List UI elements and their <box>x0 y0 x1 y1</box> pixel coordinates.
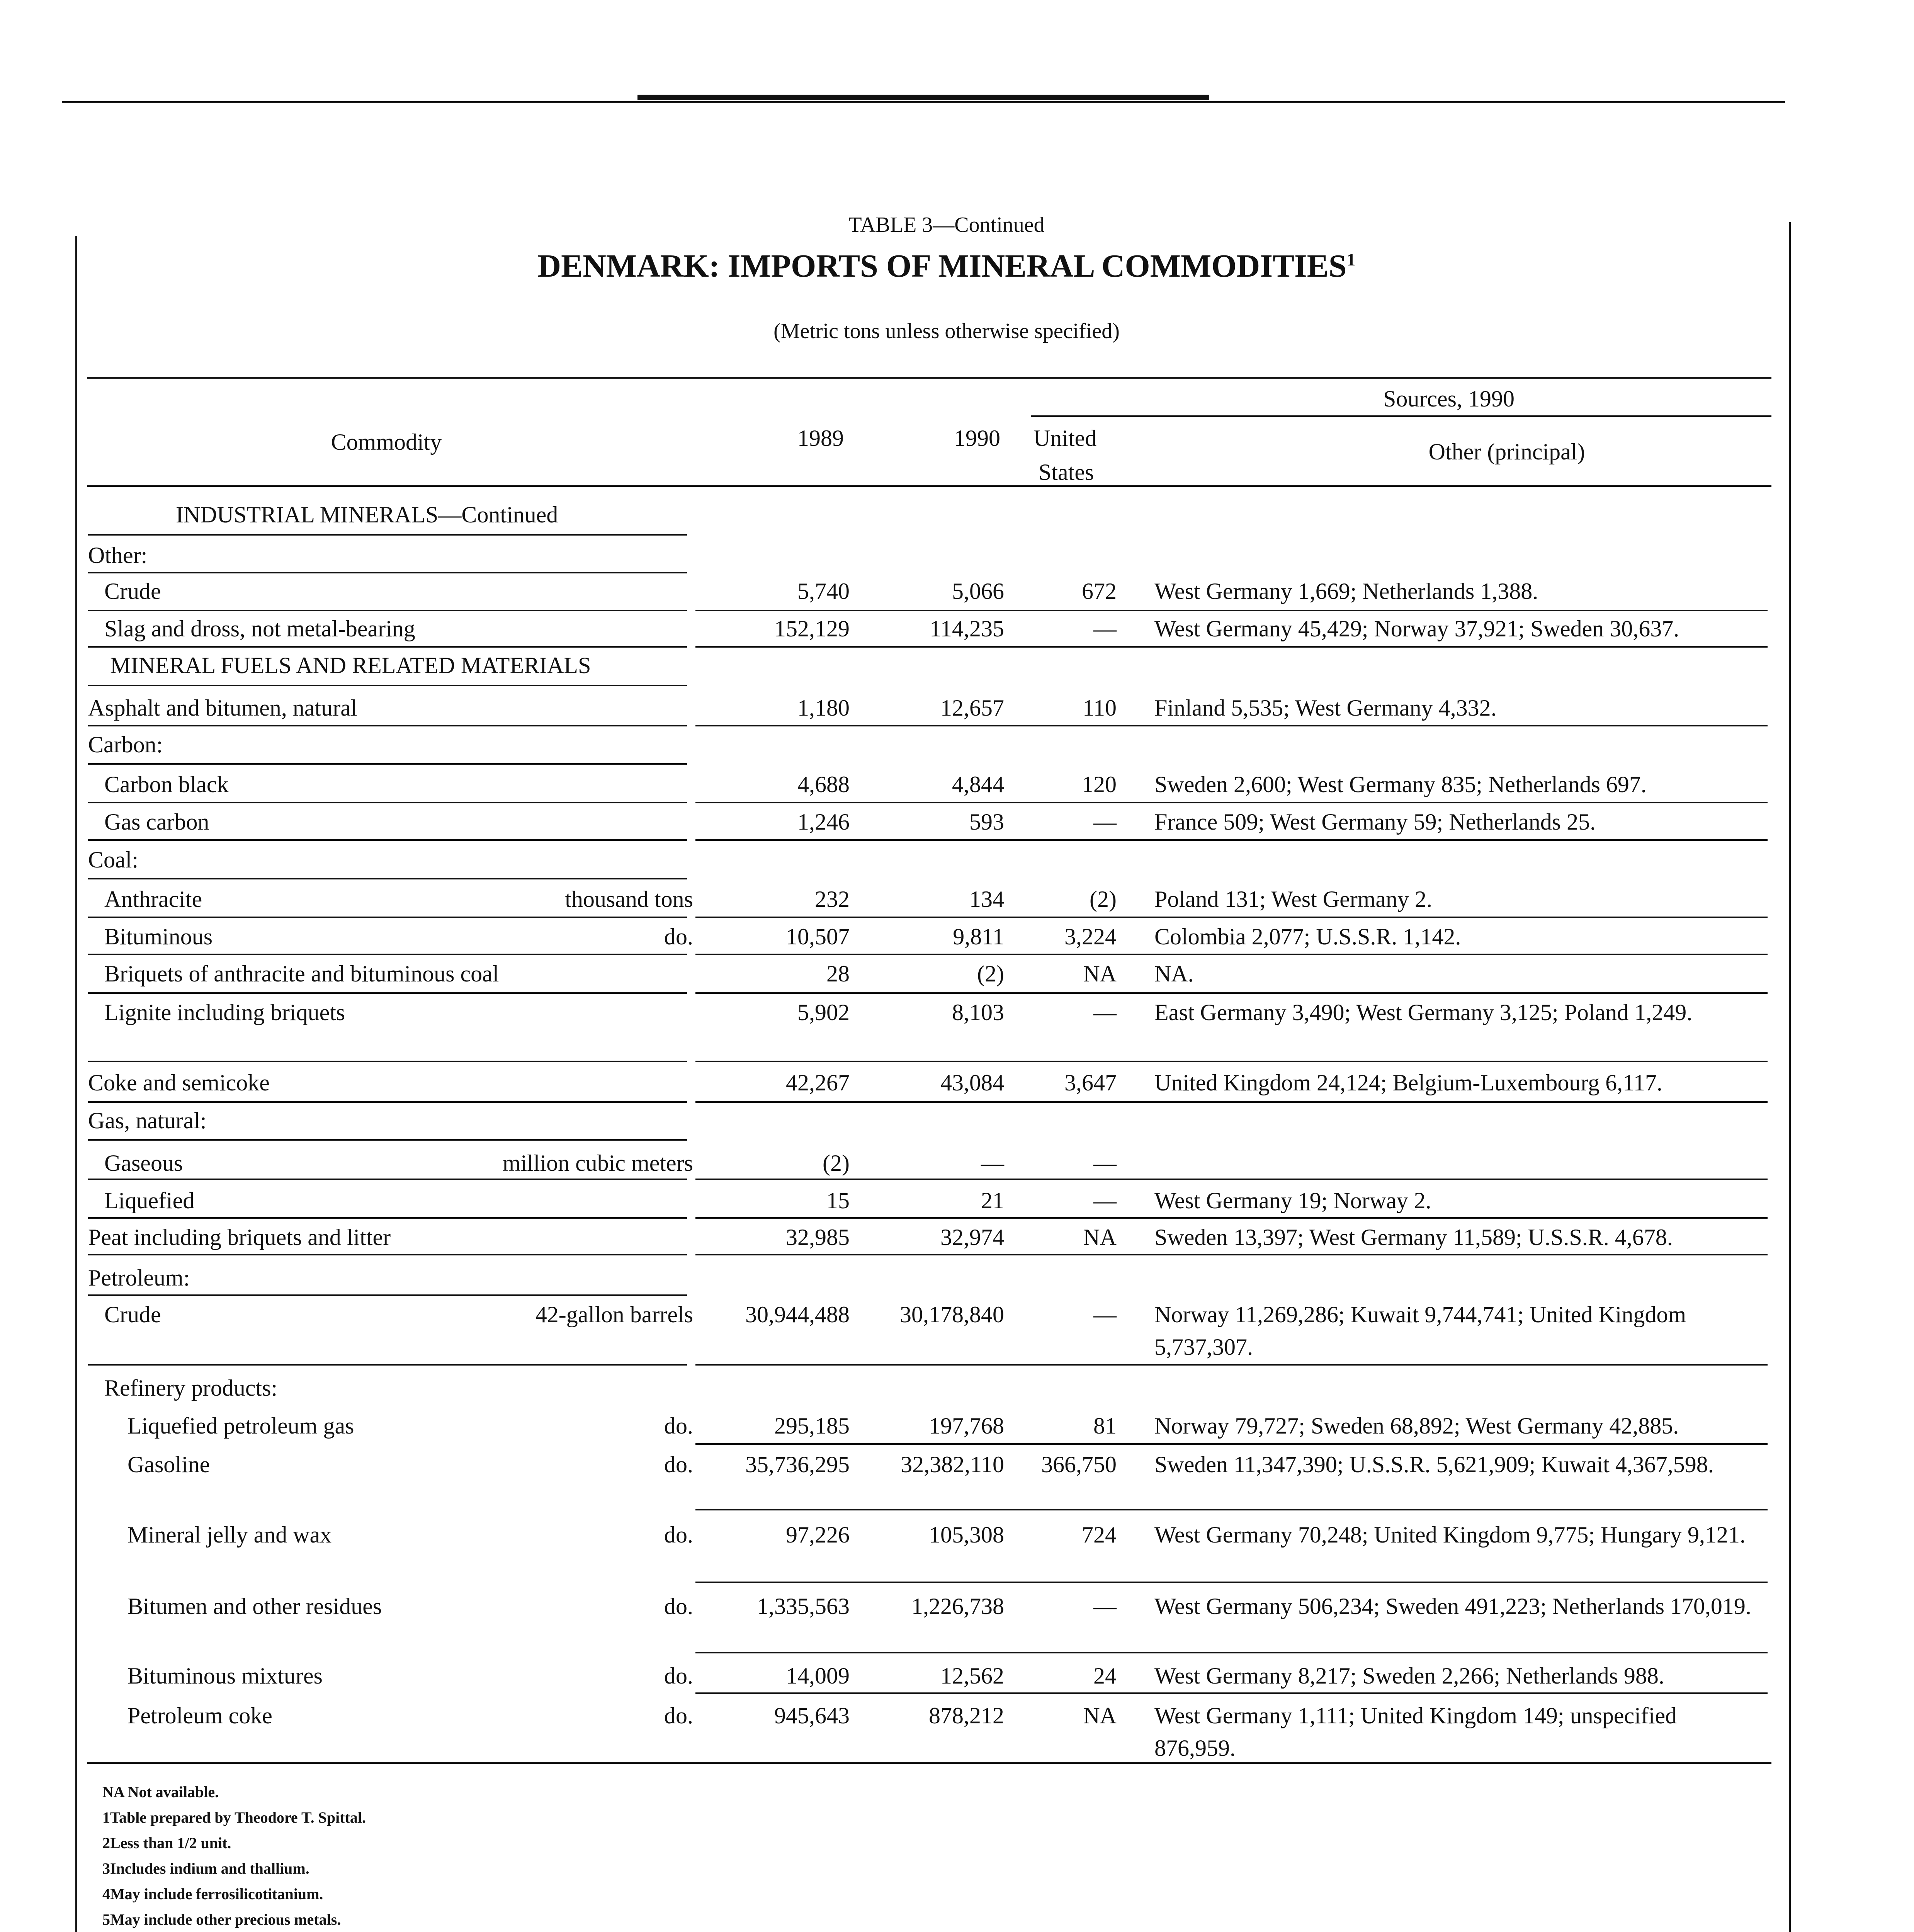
row-rule <box>695 1061 1768 1062</box>
value-1990: 30,178,840 <box>900 1302 1004 1327</box>
value-1990: 593 <box>969 809 1004 835</box>
value-1989: 1,180 <box>797 695 850 721</box>
value-us: — <box>1093 1302 1117 1327</box>
row-label: Gas carbon <box>104 809 209 835</box>
value-1989: 42,267 <box>786 1070 850 1095</box>
value-us: 724 <box>1082 1522 1117 1548</box>
value-other: West Germany 19; Norway 2. <box>1154 1188 1431 1213</box>
row-unit: 42-gallon barrels <box>535 1302 693 1327</box>
year-1990-header: 1990 <box>954 425 1000 451</box>
value-1990: 43,084 <box>940 1070 1004 1095</box>
row-label: Coke and semicoke <box>88 1070 270 1095</box>
value-1989: 15 <box>826 1188 850 1213</box>
row-unit: million cubic meters <box>502 1150 693 1176</box>
row-label: Crude <box>104 1302 161 1327</box>
value-other: United Kingdom 24,124; Belgium-Luxembourg 6,117. <box>1154 1070 1662 1095</box>
row-unit: thousand tons <box>565 886 693 912</box>
row-unit: do. <box>664 1452 693 1477</box>
value-1990: 9,811 <box>953 924 1004 949</box>
value-1990: 21 <box>981 1188 1004 1213</box>
row-rule <box>695 1364 1768 1366</box>
value-other: West Germany 1,669; Netherlands 1,388. <box>1154 578 1538 604</box>
value-1989: 14,009 <box>786 1663 850 1689</box>
row-rule <box>88 534 687 536</box>
value-other: West Germany 45,429; Norway 37,921; Sweden 30,637. <box>1154 616 1679 641</box>
row-label: Gasoline <box>127 1452 210 1477</box>
row-rule <box>88 1139 687 1141</box>
value-1989: 4,688 <box>797 772 850 797</box>
row-label: Lignite including briquets <box>104 1000 345 1025</box>
value-1990: 878,212 <box>929 1703 1004 1728</box>
row-rule <box>695 1509 1768 1510</box>
value-1989: 152,129 <box>774 616 850 641</box>
row-unit: do. <box>664 924 693 949</box>
row-rule <box>88 1217 687 1219</box>
row-unit: do. <box>664 1522 693 1548</box>
row-unit: do. <box>664 1663 693 1689</box>
row-rule <box>88 646 687 648</box>
table-title-text: DENMARK: IMPORTS OF MINERAL COMMODITIES <box>537 248 1347 284</box>
row-label: Bituminous mixtures <box>127 1663 323 1689</box>
footnote-3: 3Includes indium and thallium. <box>102 1860 309 1877</box>
value-us: — <box>1093 1150 1117 1176</box>
row-label: Carbon: <box>88 732 163 757</box>
row-label: Carbon black <box>104 772 229 797</box>
row-rule <box>88 1179 687 1180</box>
row-rule <box>695 610 1768 611</box>
value-other: Sweden 13,397; West Germany 11,589; U.S.S.R. 4,678. <box>1154 1225 1673 1250</box>
row-rule <box>695 839 1768 841</box>
value-1989: 1,246 <box>797 809 850 835</box>
value-1990: (2) <box>977 961 1004 986</box>
value-1989: 232 <box>815 886 850 912</box>
value-1990: 32,974 <box>940 1225 1004 1250</box>
value-us: 366,750 <box>1041 1452 1117 1477</box>
sources-rule <box>1031 415 1771 417</box>
header-bottom-rule <box>87 485 1771 487</box>
footnote-2: 2Less than 1/2 unit. <box>102 1834 231 1852</box>
row-rule <box>88 1254 687 1255</box>
value-other: East Germany 3,490; West Germany 3,125; Poland 1,249. <box>1154 1000 1693 1025</box>
value-1990: 134 <box>969 886 1004 912</box>
value-1989: 28 <box>826 961 850 986</box>
value-us: — <box>1093 1188 1117 1213</box>
row-label: Anthracite <box>104 886 202 912</box>
us-header-line1: United <box>1033 425 1097 451</box>
row-rule <box>695 802 1768 803</box>
footnote-1: 1Table prepared by Theodore T. Spittal. <box>102 1809 366 1826</box>
table-continued-label: TABLE 3—Continued <box>848 213 1045 237</box>
row-rule <box>695 1101 1768 1103</box>
value-other: Colombia 2,077; U.S.S.R. 1,142. <box>1154 924 1461 949</box>
row-rule <box>695 1652 1768 1653</box>
value-other: Poland 131; West Germany 2. <box>1154 886 1432 912</box>
value-other: West Germany 1,111; United Kingdom 149; unspecified 876,959. <box>1154 1703 1677 1761</box>
value-other: France 509; West Germany 59; Netherlands 25. <box>1154 809 1596 835</box>
value-1990: 105,308 <box>929 1522 1004 1548</box>
row-label: Gas, natural: <box>88 1108 207 1133</box>
row-label: Liquefied petroleum gas <box>127 1413 354 1439</box>
value-1989: 1,335,563 <box>757 1594 850 1619</box>
row-rule <box>88 685 687 686</box>
footnote-na: NA Not available. <box>102 1783 219 1801</box>
row-rule <box>695 1582 1768 1583</box>
title-footnote-marker: 1 <box>1346 250 1356 269</box>
row-rule <box>695 1692 1768 1694</box>
row-rule <box>695 646 1768 648</box>
value-1989: (2) <box>823 1150 850 1176</box>
value-us: 120 <box>1082 772 1117 797</box>
value-other: Sweden 11,347,390; U.S.S.R. 5,621,909; Kuwait 4,367,598. <box>1154 1452 1714 1477</box>
row-label: Gaseous <box>104 1150 183 1176</box>
row-rule <box>88 992 687 994</box>
value-1989: 295,185 <box>774 1413 850 1439</box>
row-rule <box>88 917 687 918</box>
row-rule <box>695 725 1768 726</box>
row-rule <box>695 917 1768 918</box>
value-1990: 12,657 <box>940 695 1004 721</box>
row-label: Slag and dross, not metal-bearing <box>104 616 415 641</box>
value-1989: 30,944,488 <box>745 1302 850 1327</box>
row-rule <box>695 954 1768 955</box>
row-label: Liquefied <box>104 1188 195 1213</box>
row-label: Petroleum coke <box>127 1703 272 1728</box>
footnote-4: 4May include ferrosilicotitanium. <box>102 1885 323 1903</box>
value-other: West Germany 8,217; Sweden 2,266; Netherlands 988. <box>1154 1663 1664 1689</box>
value-us: 24 <box>1093 1663 1117 1689</box>
value-other: Norway 79,727; Sweden 68,892; West Germany 42,885. <box>1154 1413 1679 1439</box>
value-us: NA <box>1083 1225 1117 1250</box>
year-1989-header: 1989 <box>797 425 844 451</box>
row-label: Coal: <box>88 847 138 872</box>
row-unit: do. <box>664 1703 693 1728</box>
value-us: 672 <box>1082 578 1117 604</box>
row-rule <box>88 802 687 803</box>
section-heading: INDUSTRIAL MINERALS—Continued <box>176 502 558 527</box>
row-rule <box>695 992 1768 994</box>
row-label: Peat including briquets and litter <box>88 1225 391 1250</box>
row-label: Refinery products: <box>104 1375 278 1401</box>
row-label: Bitumen and other residues <box>127 1594 382 1619</box>
row-label: Mineral jelly and wax <box>127 1522 332 1548</box>
value-1989: 97,226 <box>786 1522 850 1548</box>
value-other: Sweden 2,600; West Germany 835; Netherlands 697. <box>1154 772 1647 797</box>
value-us: — <box>1093 809 1117 835</box>
row-rule <box>88 1364 687 1366</box>
row-rule <box>88 1294 687 1296</box>
other-header: Other (principal) <box>1428 439 1585 464</box>
row-rule <box>88 572 687 573</box>
sources-header: Sources, 1990 <box>1383 386 1515 412</box>
row-rule <box>695 1443 1768 1445</box>
value-1989: 5,740 <box>797 578 850 604</box>
value-1989: 5,902 <box>797 1000 850 1025</box>
us-header-line2: States <box>1039 459 1094 485</box>
value-1990: 4,844 <box>952 772 1004 797</box>
row-label: Asphalt and bitumen, natural <box>88 695 357 721</box>
value-1990: 197,768 <box>929 1413 1004 1439</box>
row-rule <box>88 954 687 955</box>
commodity-header: Commodity <box>331 429 442 455</box>
table-title <box>502 247 1391 285</box>
top-rule-thick <box>637 95 1209 100</box>
row-rule <box>88 839 687 841</box>
value-1990: 1,226,738 <box>911 1594 1004 1619</box>
value-1990: 32,382,110 <box>901 1452 1004 1477</box>
footnote-5: 5May include other precious metals. <box>102 1911 341 1928</box>
value-1990: 5,066 <box>952 578 1004 604</box>
row-rule <box>88 725 687 726</box>
table-units: (Metric tons unless otherwise specified) <box>773 319 1120 343</box>
value-us: (2) <box>1090 886 1117 912</box>
value-us: — <box>1093 1594 1117 1619</box>
row-label: Other: <box>88 543 148 568</box>
value-1990: 114,235 <box>930 616 1004 641</box>
row-unit: do. <box>664 1594 693 1619</box>
value-1989: 10,507 <box>786 924 850 949</box>
value-us: 110 <box>1083 695 1117 721</box>
value-other: NA. <box>1154 961 1194 986</box>
row-rule <box>695 1217 1768 1219</box>
value-1989: 32,985 <box>786 1225 850 1250</box>
row-rule <box>88 1101 687 1103</box>
row-rule <box>88 878 687 879</box>
row-rule <box>695 1254 1768 1255</box>
value-1990: 8,103 <box>952 1000 1004 1025</box>
value-us: — <box>1093 1000 1117 1025</box>
value-1990: 12,562 <box>940 1663 1004 1689</box>
value-us: 81 <box>1093 1413 1117 1439</box>
value-other: West Germany 506,234; Sweden 491,223; Netherlands 170,019. <box>1154 1594 1751 1619</box>
value-us: 3,647 <box>1064 1070 1117 1095</box>
value-1990: — <box>981 1150 1004 1176</box>
header-top-rule <box>87 377 1771 379</box>
value-us: NA <box>1083 961 1117 986</box>
section-heading: MINERAL FUELS AND RELATED MATERIALS <box>110 653 591 678</box>
value-us: 3,224 <box>1064 924 1117 949</box>
row-rule <box>695 1179 1768 1180</box>
table-bottom-rule <box>87 1762 1771 1764</box>
value-1989: 35,736,295 <box>745 1452 850 1477</box>
row-rule <box>88 763 687 765</box>
top-rule <box>62 101 1785 103</box>
value-other: Norway 11,269,286; Kuwait 9,744,741; United Kingdom 5,737,307. <box>1154 1302 1686 1360</box>
value-other: West Germany 70,248; United Kingdom 9,775; Hungary 9,121. <box>1154 1522 1746 1548</box>
value-us: — <box>1093 616 1117 641</box>
row-label: Petroleum: <box>88 1265 190 1291</box>
value-1989: 945,643 <box>774 1703 850 1728</box>
row-label: Briquets of anthracite and bituminous coal <box>104 961 499 986</box>
left-margin-line <box>75 236 77 1932</box>
row-label: Bituminous <box>104 924 213 949</box>
footnotes <box>102 1779 366 1932</box>
row-unit: do. <box>664 1413 693 1439</box>
value-other: Finland 5,535; West Germany 4,332. <box>1154 695 1497 721</box>
row-rule <box>88 1061 687 1062</box>
row-label: Crude <box>104 578 161 604</box>
value-us: NA <box>1083 1703 1117 1728</box>
right-margin-line <box>1789 222 1791 1932</box>
row-rule <box>88 610 687 611</box>
